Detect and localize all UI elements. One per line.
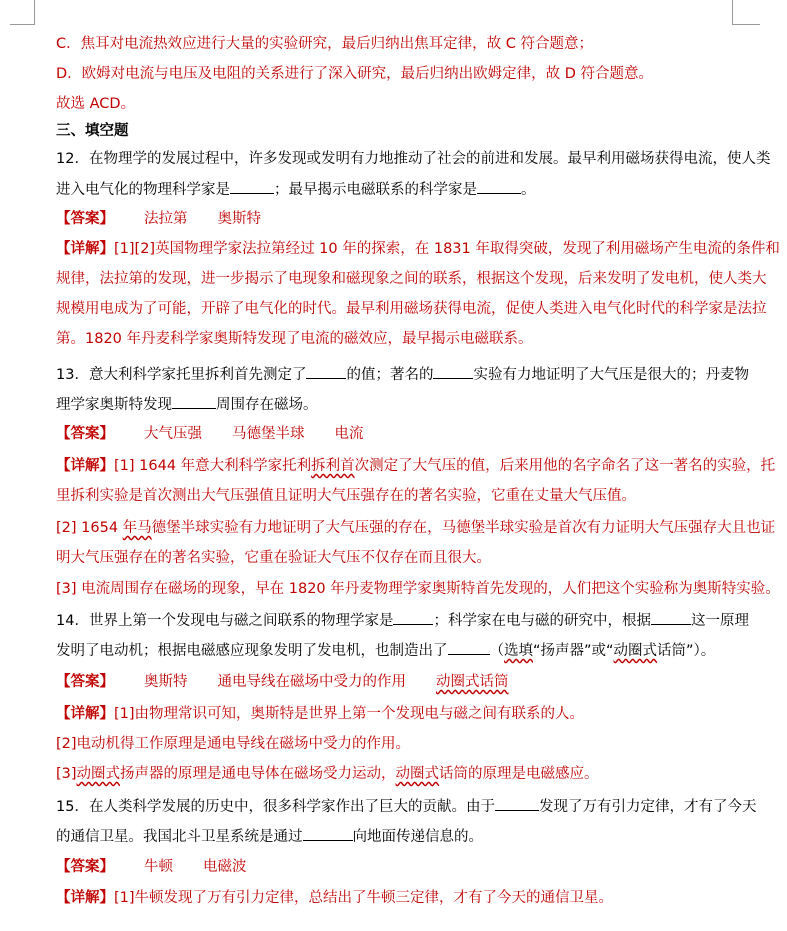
q12-answer-2: 奥斯特: [217, 211, 261, 227]
q14-detail-text-1: [1]由物理常识可知，奥斯特是世界上第一个发现电与磁之间有联系的人。: [114, 706, 585, 722]
q13-text-b: 的值；著名的: [346, 367, 434, 383]
q13-text-a: 13．意大利科学家托里拆利首先测定了: [56, 367, 307, 383]
q14-answer-3: 动圈式话筒: [436, 674, 509, 690]
q12-detail-line4: 第。1820 年丹麦科学家奥斯特发现了电流的磁效应，最早揭示电磁联系。: [56, 331, 533, 347]
q13-detail-text-3a: [2] 1654: [56, 520, 123, 536]
q13-answer-row: [56, 424, 364, 444]
section-title: 三、填空题: [56, 123, 129, 139]
q13-blank-3: [172, 394, 216, 409]
option-c-explanation: C．焦耳对电流热效应进行大量的实验研究，最后归纳出焦耳定律，故 C 符合题意；: [56, 36, 593, 52]
q12-detail-line1: [56, 239, 780, 259]
q14-text-wavy-1: 选填: [504, 643, 533, 659]
q14-text-f: “扬声器”或“: [533, 643, 614, 659]
q14-detail-line2: [2]电动机得工作原理是通电导线在磁场中受力的作用。: [56, 736, 411, 752]
q14-text-wavy-2: 动圈式: [613, 643, 658, 659]
answer-tag: 【答案】: [56, 859, 114, 875]
q14-detail-text-3a: [3]: [56, 766, 77, 782]
q14-blank-1: [393, 610, 433, 625]
q12-text-b: ；最早揭示电磁联系的科学家是: [274, 182, 477, 198]
q14-answer-2: 通电导线在磁场中受力的作用: [217, 674, 406, 690]
detail-tag: 【详解】: [56, 241, 114, 257]
crop-mark-top-left-horizontal: [10, 24, 35, 25]
q13-answer-3: 电流: [334, 426, 364, 442]
q13-answer-1: 大气压强: [144, 426, 202, 442]
q14-blank-2: [651, 610, 691, 625]
q15-blank-2: [303, 826, 353, 841]
q13-answer-2: 马德堡半球: [232, 426, 305, 442]
q12-stem-line1: 12．在物理学的发展过程中，许多发现或发明有力地推动了社会的前进和发展。最早利用磁场获得电流，使人类: [56, 151, 771, 167]
q12-answer-row: [56, 209, 261, 229]
q15-text-d: 向地面传递信息的。: [352, 829, 483, 845]
q12-detail-line3: 规模用电成为了可能，开辟了电气化的时代。最早利用磁场获得电流，促使人类进入电气化时代的科学家是法拉: [56, 301, 767, 317]
q14-answer-1: 奥斯特: [144, 674, 188, 690]
q13-blank-1: [306, 364, 346, 379]
q14-text-e: （: [489, 643, 504, 659]
q14-detail-text-3-wavy1: 动圈式: [76, 766, 121, 782]
q13-text-c: 实验有力地证明了大气压是很大的；丹麦物: [473, 367, 749, 383]
q14-detail-line1: [56, 704, 584, 724]
q14-text-d: 发明了电动机；根据电磁感应现象发明了发电机，也制造出了: [56, 643, 448, 659]
q13-blank-2: [433, 364, 473, 379]
q15-answer-2: 电磁波: [203, 859, 247, 875]
q12-text-c: 。: [521, 182, 536, 198]
q12-stem-line2: [56, 179, 536, 200]
detail-tag: 【详解】: [56, 890, 114, 906]
q14-text-a: 14．世界上第一个发现电与磁之间联系的物理学家是: [56, 613, 394, 629]
q13-stem-line1: [56, 364, 749, 385]
detail-tag: 【详解】: [56, 706, 114, 722]
q15-answer-1: 牛顿: [144, 859, 173, 875]
q13-detail-text-3-wavy: 年马: [122, 520, 152, 536]
q13-detail-line3: [56, 518, 775, 538]
q12-text-a: 进入电气化的物理科学家是: [56, 182, 230, 198]
detail-tag: 【详解】: [56, 458, 114, 474]
q13-text-e: 周围存在磁场。: [216, 397, 318, 413]
q13-detail-line4: 明大气压强存在的著名实验，它重在验证大气压不仅存在而且很大。: [56, 550, 491, 566]
option-d-explanation: D．欧姆对电流与电压及电阻的关系进行了深入研究，最后归纳出欧姆定律，故 D 符合题意。: [56, 66, 654, 82]
q14-detail-line3: [56, 764, 599, 784]
crop-mark-top-right-horizontal: [732, 24, 760, 25]
crop-mark-top-right-vertical: [732, 0, 733, 24]
q14-detail-text-3-wavy2: 动圈式: [395, 766, 440, 782]
q15-answer-row: [56, 857, 247, 877]
q12-answer-1: 法拉第: [144, 211, 188, 227]
q14-text-c: 这一原理: [690, 613, 749, 629]
answer-tag: 【答案】: [56, 211, 114, 227]
answer-tag: 【答案】: [56, 426, 114, 442]
crop-mark-top-left-vertical: [34, 0, 35, 24]
q13-detail-text-1b: 次测定了大气压的值，后来用他的名字命名了这一著名的实验，托: [354, 458, 776, 474]
q12-blank-1: [230, 179, 274, 194]
q12-detail-text-1: [1][2]英国物理学家法拉第经过 10 年的探索，在 1831 年取得突破，发现了利用磁场产生电流的条件和: [114, 241, 780, 257]
q12-detail-line2: 规律，法拉第的发现，进一步揭示了电现象和磁现象之间的联系，根据这个发现，后来发明了发电机，使人类大: [56, 271, 767, 287]
q15-text-a: 15．在人类科学发展的历史中，很多科学家作出了巨大的贡献。由于: [56, 799, 495, 815]
q13-detail-text-3b: 德堡半球实验有力地证明了大气压强的存在，马德堡半球实验是首次有力证明大气压强存大且也证: [151, 520, 776, 536]
q15-detail-text-1: [1]牛顿发现了万有引力定律，总结出了牛顿三定律，才有了今天的通信卫星。: [114, 890, 614, 906]
q12-blank-2: [477, 179, 521, 194]
q13-stem-line2: [56, 394, 318, 415]
q15-blank-1: [495, 796, 539, 811]
q15-stem-line2: [56, 826, 483, 847]
q13-text-d: 理学家奥斯特发现: [56, 397, 172, 413]
q14-blank-3: [448, 640, 490, 655]
q14-answer-row: [56, 672, 509, 692]
q14-detail-text-3b: 扬声器的原理是通电导体在磁场受力运动，: [120, 766, 396, 782]
q13-detail-text-1-wavy: 拆利首: [311, 458, 355, 474]
q14-stem-line2: [56, 640, 715, 661]
q13-detail-line5: [3] 电流周围存在磁场的现象，早在 1820 年丹麦物理学家奥斯特首先发现的，人们把这个实验称为奥斯特实验。: [56, 581, 780, 597]
answer-tag: 【答案】: [56, 674, 114, 690]
answer-conclusion: 故选 ACD。: [56, 96, 136, 112]
q14-stem-line1: [56, 610, 749, 631]
q14-text-g: 话筒”）。: [657, 643, 716, 659]
q13-detail-line2: 里拆利实验是首次测出大气压强值且证明大气压强存在的著名实验，它重在丈量大气压值。: [56, 488, 636, 504]
q14-detail-text-3c: 话筒的原理是电磁感应。: [439, 766, 599, 782]
q13-detail-line1: [56, 456, 775, 476]
q15-text-b: 发现了万有引力定律，才有了今天: [538, 799, 757, 815]
q15-detail-line1: [56, 888, 613, 908]
q15-text-c: 的通信卫星。我国北斗卫星系统是通过: [56, 829, 303, 845]
q15-stem-line1: [56, 796, 756, 817]
q13-detail-text-1a: [1] 1644 年意大利科学家托利: [114, 458, 312, 474]
q14-text-b: ；科学家在电与磁的研究中，根据: [433, 613, 651, 629]
